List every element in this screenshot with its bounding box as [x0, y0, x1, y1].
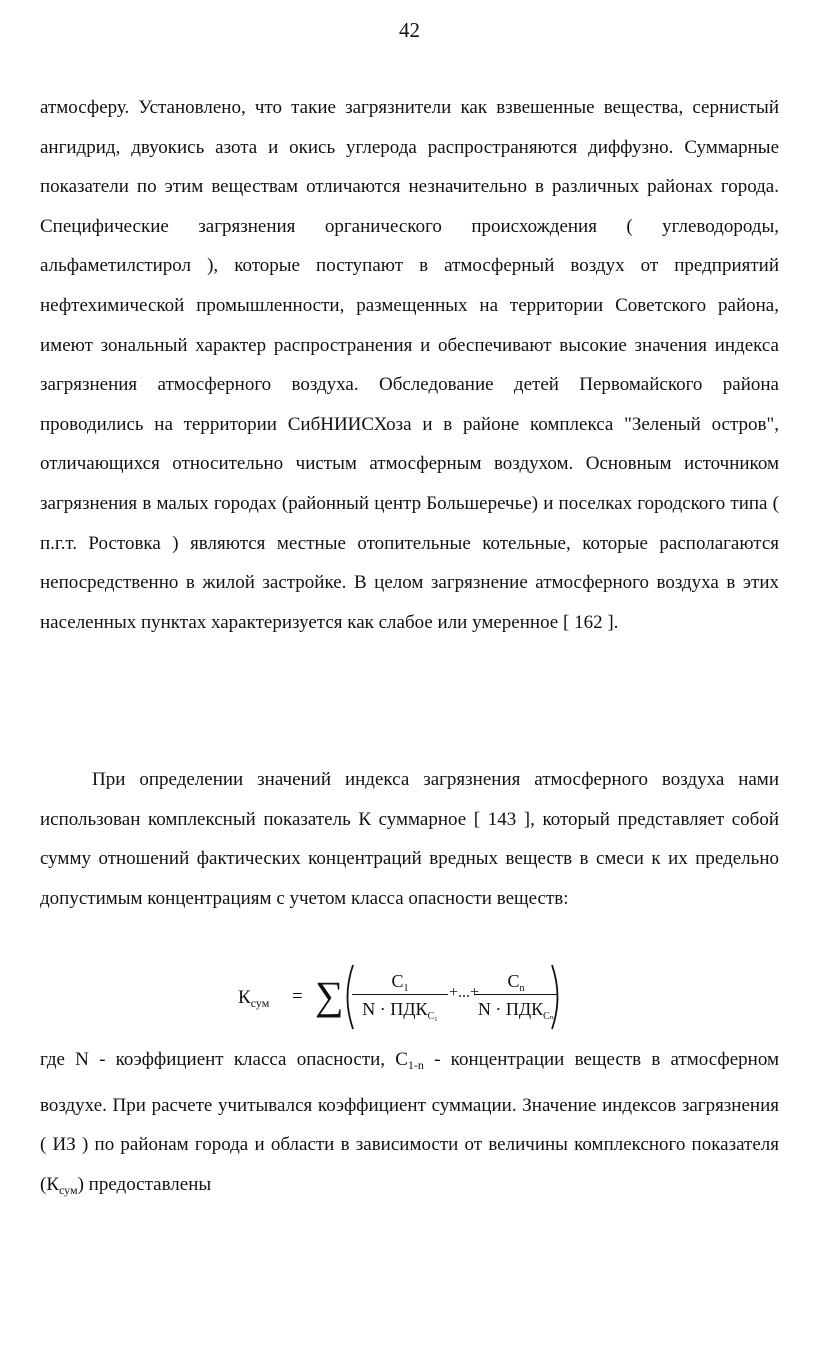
paragraph-2: При определении значений индекса загрязнения атмосферного воздуха нами использован комплексный показатель К суммарное [ 143 ], который представляет собой сумму отношений фактических концентраций вредных веществ в смеси к их предельно допустимым концентрациям с учетом класса опасности веществ:: [40, 769, 779, 909]
formula-equals: =: [292, 986, 303, 1007]
paragraph-3: где N - коэффициент класса опасности, $С_{1-n}$ - концентрации веществ в атмосферном воздухе. При расчете учитывался коэффициент суммации. Значение индексов загрязнения ( ИЗ ) по районам города и области в зависимости от величины комплексного показателя $(К_{сум})$ предоставлены: [40, 1049, 779, 1197]
formula-k-label: $К_{сум}$: [238, 987, 270, 1010]
formula-k-sum: [238, 962, 598, 1034]
page-number: 42: [399, 18, 420, 42]
fraction-last: $C_n$ $N \cdot ПДК_{C_n}$: [474, 968, 558, 1021]
fraction-first: $C_1$ $N \cdot ПДК_{C_1}$: [352, 968, 448, 1021]
formula-ellipsis: +...+: [449, 984, 480, 1001]
right-paren: [550, 964, 564, 1030]
paragraph-1: атмосферу. Установлено, что такие загрязнители как взвешенные вещества, сернистый ангидрид, двуокись азота и окись углерода распространяются диффузно. Суммарные показатели по этим веществам отличаются незначительно в различных районах города. Специфические загрязнения органического происхождения ( углеводороды, альфаметилстирол ), которые поступают в атмосферный воздух от предприятий нефтехимической промышленности, размещенных на территории Советского района, имеют зональный характер распространения и обеспечивают высокие значения индекса загрязнения атмосферного воздуха. Обследование детей Первомайского района проводились на территории СибНИИСХоза и в районе комплекса "Зеленый остров", отличающихся относительно чистым атмосферным воздухом. Основным источником загрязнения в малых городах (районный центр Большеречье) и поселках городского типа ( п.г.т. Ростовка ) являются местные отопительные котельные, которые располагаются непосредственно в жилой застройке. В целом загрязнение атмосферного воздуха в этих населенных пунктах характеризуется как слабое или умеренное [ 162 ].: [40, 97, 779, 633]
sigma-symbol: ∑: [315, 973, 344, 1018]
